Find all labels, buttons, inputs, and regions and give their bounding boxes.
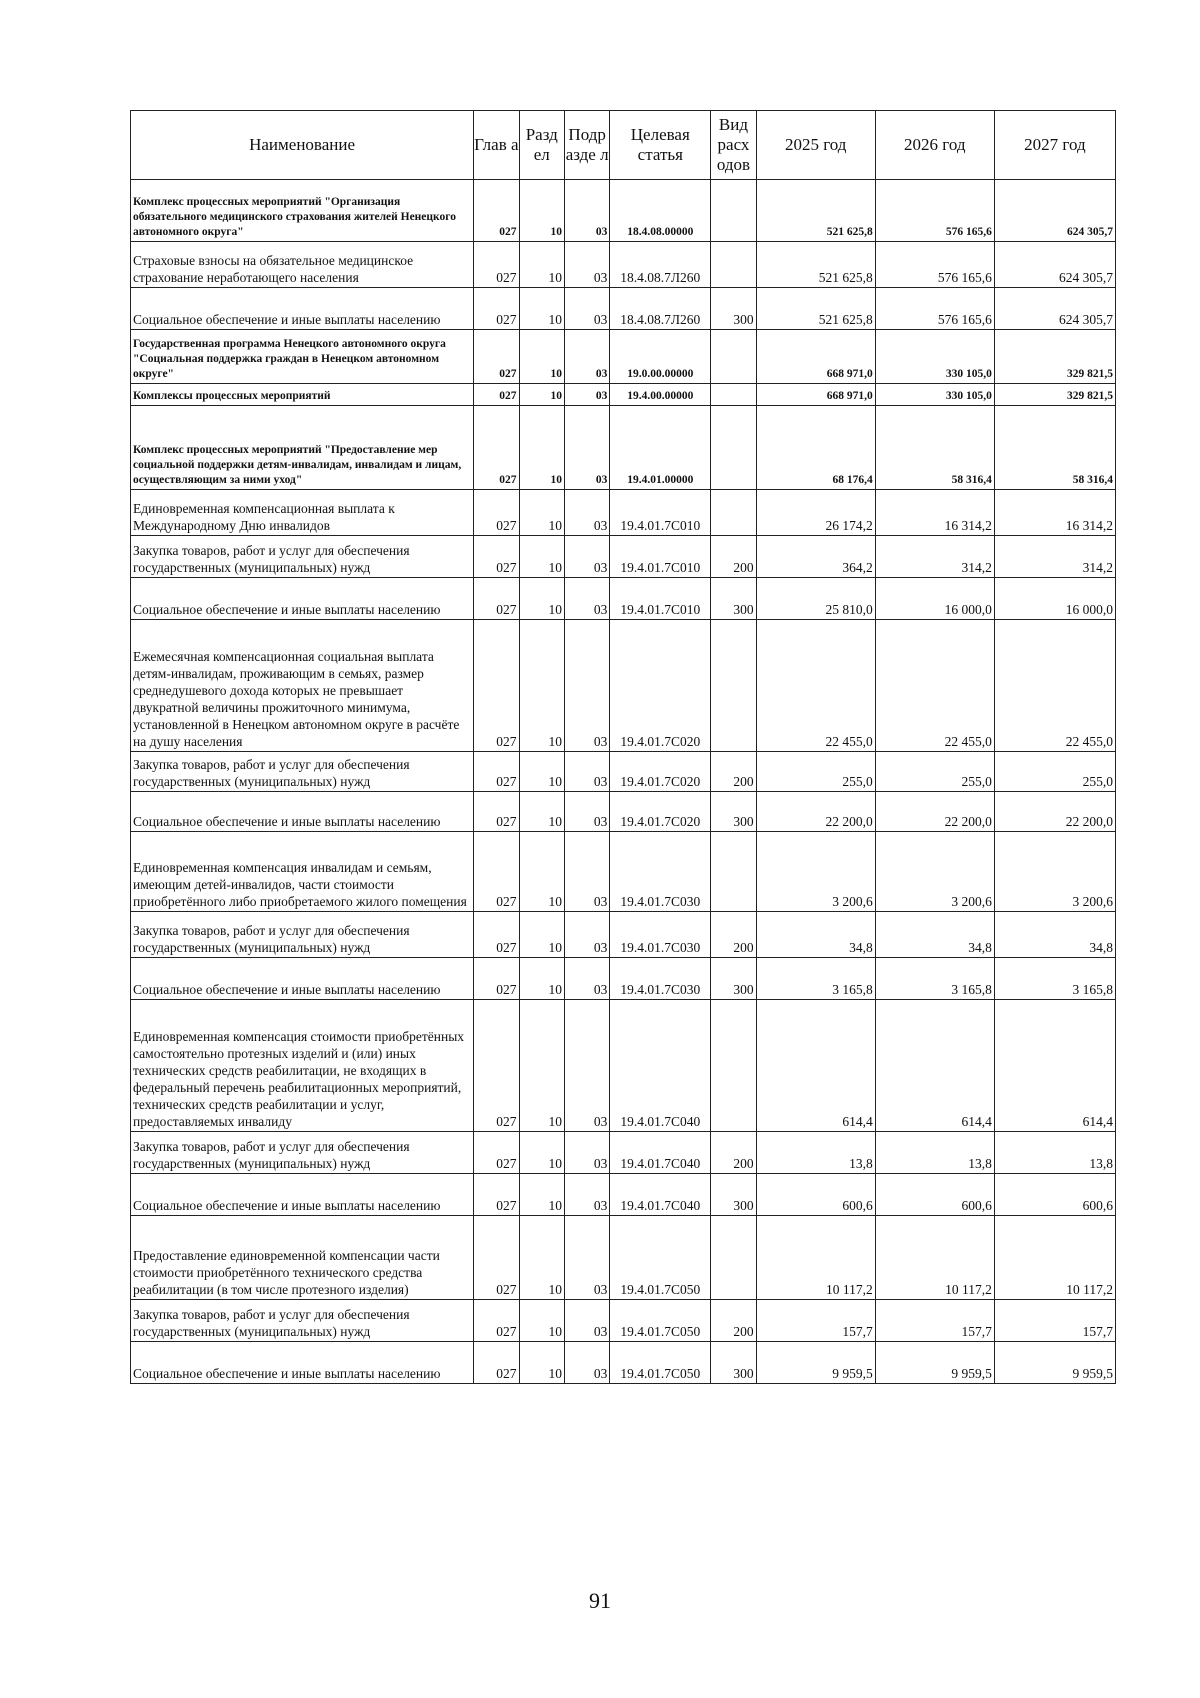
cell-target: 19.4.01.7С030 [610,958,711,1000]
cell-y2027: 624 305,7 [994,288,1115,330]
cell-name: Социальное обеспечение и иные выплаты населению [131,578,474,620]
cell-glava: 027 [474,1216,519,1300]
cell-y2027: 624 305,7 [994,242,1115,288]
cell-glava: 027 [474,180,519,242]
table-row [131,792,1116,832]
table-row [131,536,1116,578]
cell-podrazdel: 03 [564,384,609,406]
cell-razdel: 10 [519,242,564,288]
cell-name: Страховые взносы на обязательное медицинское страхование неработающего населения [131,242,474,288]
cell-y2025: 3 200,6 [756,832,875,912]
cell-vid: 300 [711,1342,756,1384]
cell-vid [711,330,756,384]
cell-vid: 300 [711,288,756,330]
cell-vid: 300 [711,1174,756,1216]
cell-podrazdel: 03 [564,1000,609,1132]
cell-name: Социальное обеспечение и иные выплаты населению [131,1174,474,1216]
table-row [131,1300,1116,1342]
cell-razdel: 10 [519,384,564,406]
cell-y2026: 576 165,6 [875,242,994,288]
cell-glava: 027 [474,1174,519,1216]
cell-vid [711,832,756,912]
cell-y2027: 16 000,0 [994,578,1115,620]
cell-y2025: 34,8 [756,912,875,958]
cell-razdel: 10 [519,912,564,958]
cell-podrazdel: 03 [564,330,609,384]
cell-target: 19.4.01.7С020 [610,620,711,752]
cell-vid [711,490,756,536]
cell-y2027: 157,7 [994,1300,1115,1342]
header-2027: 2027 год [994,111,1115,180]
cell-vid: 200 [711,1300,756,1342]
cell-target: 19.4.01.7С040 [610,1174,711,1216]
cell-y2026: 16 314,2 [875,490,994,536]
cell-target: 19.4.01.7С050 [610,1216,711,1300]
cell-vid: 300 [711,578,756,620]
cell-razdel: 10 [519,180,564,242]
table-row [131,330,1116,384]
cell-podrazdel: 03 [564,1216,609,1300]
cell-y2027: 22 200,0 [994,792,1115,832]
cell-vid: 200 [711,1132,756,1174]
cell-vid [711,406,756,490]
cell-podrazdel: 03 [564,1174,609,1216]
cell-vid [711,1216,756,1300]
cell-vid [711,384,756,406]
cell-y2025: 614,4 [756,1000,875,1132]
cell-razdel: 10 [519,1132,564,1174]
cell-vid [711,180,756,242]
cell-y2025: 22 200,0 [756,792,875,832]
cell-razdel: 10 [519,752,564,792]
header-vid: Вид расх одов [711,111,756,180]
cell-razdel: 10 [519,1300,564,1342]
cell-target: 18.4.08.00000 [610,180,711,242]
table-row [131,406,1116,490]
table-row [131,620,1116,752]
cell-y2025: 26 174,2 [756,490,875,536]
cell-y2027: 58 316,4 [994,406,1115,490]
cell-name: Закупка товаров, работ и услуг для обеспечения государственных (муниципальных) нужд [131,1300,474,1342]
cell-y2025: 10 117,2 [756,1216,875,1300]
cell-target: 19.4.01.7С020 [610,752,711,792]
cell-y2026: 614,4 [875,1000,994,1132]
cell-glava: 027 [474,288,519,330]
cell-y2027: 255,0 [994,752,1115,792]
cell-y2027: 3 200,6 [994,832,1115,912]
cell-target: 19.4.01.7С010 [610,490,711,536]
cell-glava: 027 [474,1300,519,1342]
table-row [131,1174,1116,1216]
cell-y2027: 624 305,7 [994,180,1115,242]
cell-y2027: 600,6 [994,1174,1115,1216]
cell-podrazdel: 03 [564,490,609,536]
cell-y2025: 3 165,8 [756,958,875,1000]
cell-y2025: 13,8 [756,1132,875,1174]
page-number: 91 [589,1588,611,1613]
cell-y2025: 25 810,0 [756,578,875,620]
cell-name: Социальное обеспечение и иные выплаты населению [131,792,474,832]
cell-glava: 027 [474,752,519,792]
cell-y2026: 58 316,4 [875,406,994,490]
cell-target: 19.4.01.7С050 [610,1300,711,1342]
cell-podrazdel: 03 [564,958,609,1000]
cell-vid [711,1000,756,1132]
cell-y2025: 9 959,5 [756,1342,875,1384]
cell-y2025: 364,2 [756,536,875,578]
cell-glava: 027 [474,912,519,958]
cell-target: 19.4.01.00000 [610,406,711,490]
cell-y2026: 13,8 [875,1132,994,1174]
table-row [131,958,1116,1000]
cell-name: Ежемесячная компенсационная социальная выплата детям-инвалидам, проживающим в семьях, размер среднедушевого дохода которых не превышает двукратной величины прожиточного минимума, установленной в Ненецком автономном округе в расчёте на душу населения [131,620,474,752]
cell-razdel: 10 [519,832,564,912]
cell-razdel: 10 [519,578,564,620]
cell-y2025: 600,6 [756,1174,875,1216]
table-row [131,1342,1116,1384]
cell-podrazdel: 03 [564,406,609,490]
cell-target: 19.4.01.7С030 [610,832,711,912]
cell-name: Единовременная компенсация инвалидам и семьям, имеющим детей-инвалидов, части стоимости приобретённого либо приобретаемого жилого помещения [131,832,474,912]
cell-y2025: 22 455,0 [756,620,875,752]
cell-podrazdel: 03 [564,832,609,912]
cell-podrazdel: 03 [564,288,609,330]
cell-y2026: 314,2 [875,536,994,578]
cell-name: Закупка товаров, работ и услуг для обеспечения государственных (муниципальных) нужд [131,536,474,578]
table-row [131,490,1116,536]
cell-razdel: 10 [519,1000,564,1132]
cell-name: Социальное обеспечение и иные выплаты населению [131,288,474,330]
cell-podrazdel: 03 [564,242,609,288]
cell-y2026: 576 165,6 [875,288,994,330]
cell-vid: 300 [711,792,756,832]
cell-glava: 027 [474,1342,519,1384]
cell-podrazdel: 03 [564,792,609,832]
cell-podrazdel: 03 [564,1342,609,1384]
cell-name: Единовременная компенсационная выплата к Международному Дню инвалидов [131,490,474,536]
cell-glava: 027 [474,242,519,288]
cell-y2026: 255,0 [875,752,994,792]
cell-y2027: 16 314,2 [994,490,1115,536]
cell-podrazdel: 03 [564,536,609,578]
cell-y2027: 34,8 [994,912,1115,958]
cell-y2027: 314,2 [994,536,1115,578]
table-row [131,1000,1116,1132]
table-row [131,1132,1116,1174]
cell-target: 19.4.01.7С040 [610,1132,711,1174]
cell-razdel: 10 [519,536,564,578]
cell-y2026: 330 105,0 [875,384,994,406]
cell-razdel: 10 [519,620,564,752]
cell-podrazdel: 03 [564,180,609,242]
cell-y2026: 22 200,0 [875,792,994,832]
cell-y2026: 3 165,8 [875,958,994,1000]
cell-name: Комплекс процессных мероприятий "Предоставление мер социальной поддержки детям-инвалидам, инвалидам и лицам, осуществляющим за ними уход" [131,406,474,490]
cell-y2027: 329 821,5 [994,384,1115,406]
cell-podrazdel: 03 [564,752,609,792]
header-podrazdel: Подр азде л [564,111,609,180]
cell-razdel: 10 [519,406,564,490]
cell-podrazdel: 03 [564,578,609,620]
cell-razdel: 10 [519,288,564,330]
cell-podrazdel: 03 [564,620,609,752]
cell-razdel: 10 [519,1216,564,1300]
cell-name: Закупка товаров, работ и услуг для обеспечения государственных (муниципальных) нужд [131,752,474,792]
cell-razdel: 10 [519,330,564,384]
cell-name: Предоставление единовременной компенсации части стоимости приобретённого технического средства реабилитации (в том числе протезного изделия) [131,1216,474,1300]
cell-name: Комплекс процессных мероприятий "Организация обязательного медицинского страхования жителей Ненецкого автономного округа" [131,180,474,242]
cell-y2027: 9 959,5 [994,1342,1115,1384]
table-row [131,180,1116,242]
cell-target: 19.4.01.7С050 [610,1342,711,1384]
cell-y2027: 10 117,2 [994,1216,1115,1300]
header-name: Наименование [131,111,474,180]
cell-target: 19.0.00.00000 [610,330,711,384]
cell-target: 19.4.01.7С020 [610,792,711,832]
table-row [131,832,1116,912]
cell-vid [711,242,756,288]
cell-y2027: 13,8 [994,1132,1115,1174]
cell-vid: 300 [711,958,756,1000]
table-row [131,288,1116,330]
cell-y2026: 16 000,0 [875,578,994,620]
cell-target: 19.4.00.00000 [610,384,711,406]
cell-y2026: 576 165,6 [875,180,994,242]
cell-name: Социальное обеспечение и иные выплаты населению [131,1342,474,1384]
table-row [131,912,1116,958]
header-2025: 2025 год [756,111,875,180]
cell-vid: 200 [711,912,756,958]
cell-target: 19.4.01.7С010 [610,536,711,578]
cell-target: 18.4.08.7Л260 [610,288,711,330]
header-razdel: Разд ел [519,111,564,180]
cell-vid: 200 [711,752,756,792]
table-row [131,242,1116,288]
cell-y2026: 34,8 [875,912,994,958]
table-body [131,180,1116,1384]
cell-glava: 027 [474,1000,519,1132]
cell-name: Закупка товаров, работ и услуг для обеспечения государственных (муниципальных) нужд [131,1132,474,1174]
cell-name: Закупка товаров, работ и услуг для обеспечения государственных (муниципальных) нужд [131,912,474,958]
header-glava: Глав а [474,111,519,180]
cell-glava: 027 [474,330,519,384]
cell-y2025: 521 625,8 [756,242,875,288]
cell-target: 19.4.01.7С030 [610,912,711,958]
cell-target: 19.4.01.7С040 [610,1000,711,1132]
cell-name: Государственная программа Ненецкого автономного округа "Социальная поддержка граждан в Ненецком автономном округе" [131,330,474,384]
cell-y2026: 330 105,0 [875,330,994,384]
cell-y2025: 157,7 [756,1300,875,1342]
header-target: Целевая статья [610,111,711,180]
cell-glava: 027 [474,1132,519,1174]
cell-glava: 027 [474,536,519,578]
table-row [131,752,1116,792]
cell-y2027: 22 455,0 [994,620,1115,752]
cell-y2025: 255,0 [756,752,875,792]
cell-glava: 027 [474,406,519,490]
cell-name: Единовременная компенсация стоимости приобретённых самостоятельно протезных изделий и (или) иных технических средств реабилитации, не входящих в федеральный перечень реабилитационных мероприятий, технических средств реабилитации и услуг, предоставляемых инвалиду [131,1000,474,1132]
cell-name: Социальное обеспечение и иные выплаты населению [131,958,474,1000]
table-header-row [131,111,1116,180]
budget-table [130,110,1116,1384]
cell-y2026: 3 200,6 [875,832,994,912]
cell-glava: 027 [474,490,519,536]
cell-glava: 027 [474,832,519,912]
cell-name: Комплексы процессных мероприятий [131,384,474,406]
table-row [131,1216,1116,1300]
cell-podrazdel: 03 [564,912,609,958]
cell-target: 18.4.08.7Л260 [610,242,711,288]
cell-glava: 027 [474,958,519,1000]
header-2026: 2026 год [875,111,994,180]
cell-y2025: 68 176,4 [756,406,875,490]
cell-y2027: 3 165,8 [994,958,1115,1000]
cell-glava: 027 [474,578,519,620]
cell-razdel: 10 [519,792,564,832]
cell-razdel: 10 [519,490,564,536]
cell-y2026: 600,6 [875,1174,994,1216]
table-row [131,384,1116,406]
table-row [131,578,1116,620]
cell-y2025: 521 625,8 [756,180,875,242]
cell-y2025: 521 625,8 [756,288,875,330]
cell-podrazdel: 03 [564,1300,609,1342]
cell-vid: 200 [711,536,756,578]
cell-y2025: 668 971,0 [756,384,875,406]
cell-glava: 027 [474,620,519,752]
cell-y2025: 668 971,0 [756,330,875,384]
cell-glava: 027 [474,792,519,832]
cell-razdel: 10 [519,1342,564,1384]
cell-razdel: 10 [519,958,564,1000]
cell-vid [711,620,756,752]
cell-y2026: 9 959,5 [875,1342,994,1384]
cell-glava: 027 [474,384,519,406]
cell-y2026: 22 455,0 [875,620,994,752]
cell-y2027: 329 821,5 [994,330,1115,384]
cell-razdel: 10 [519,1174,564,1216]
cell-y2027: 614,4 [994,1000,1115,1132]
cell-y2026: 157,7 [875,1300,994,1342]
cell-y2026: 10 117,2 [875,1216,994,1300]
cell-podrazdel: 03 [564,1132,609,1174]
cell-target: 19.4.01.7С010 [610,578,711,620]
